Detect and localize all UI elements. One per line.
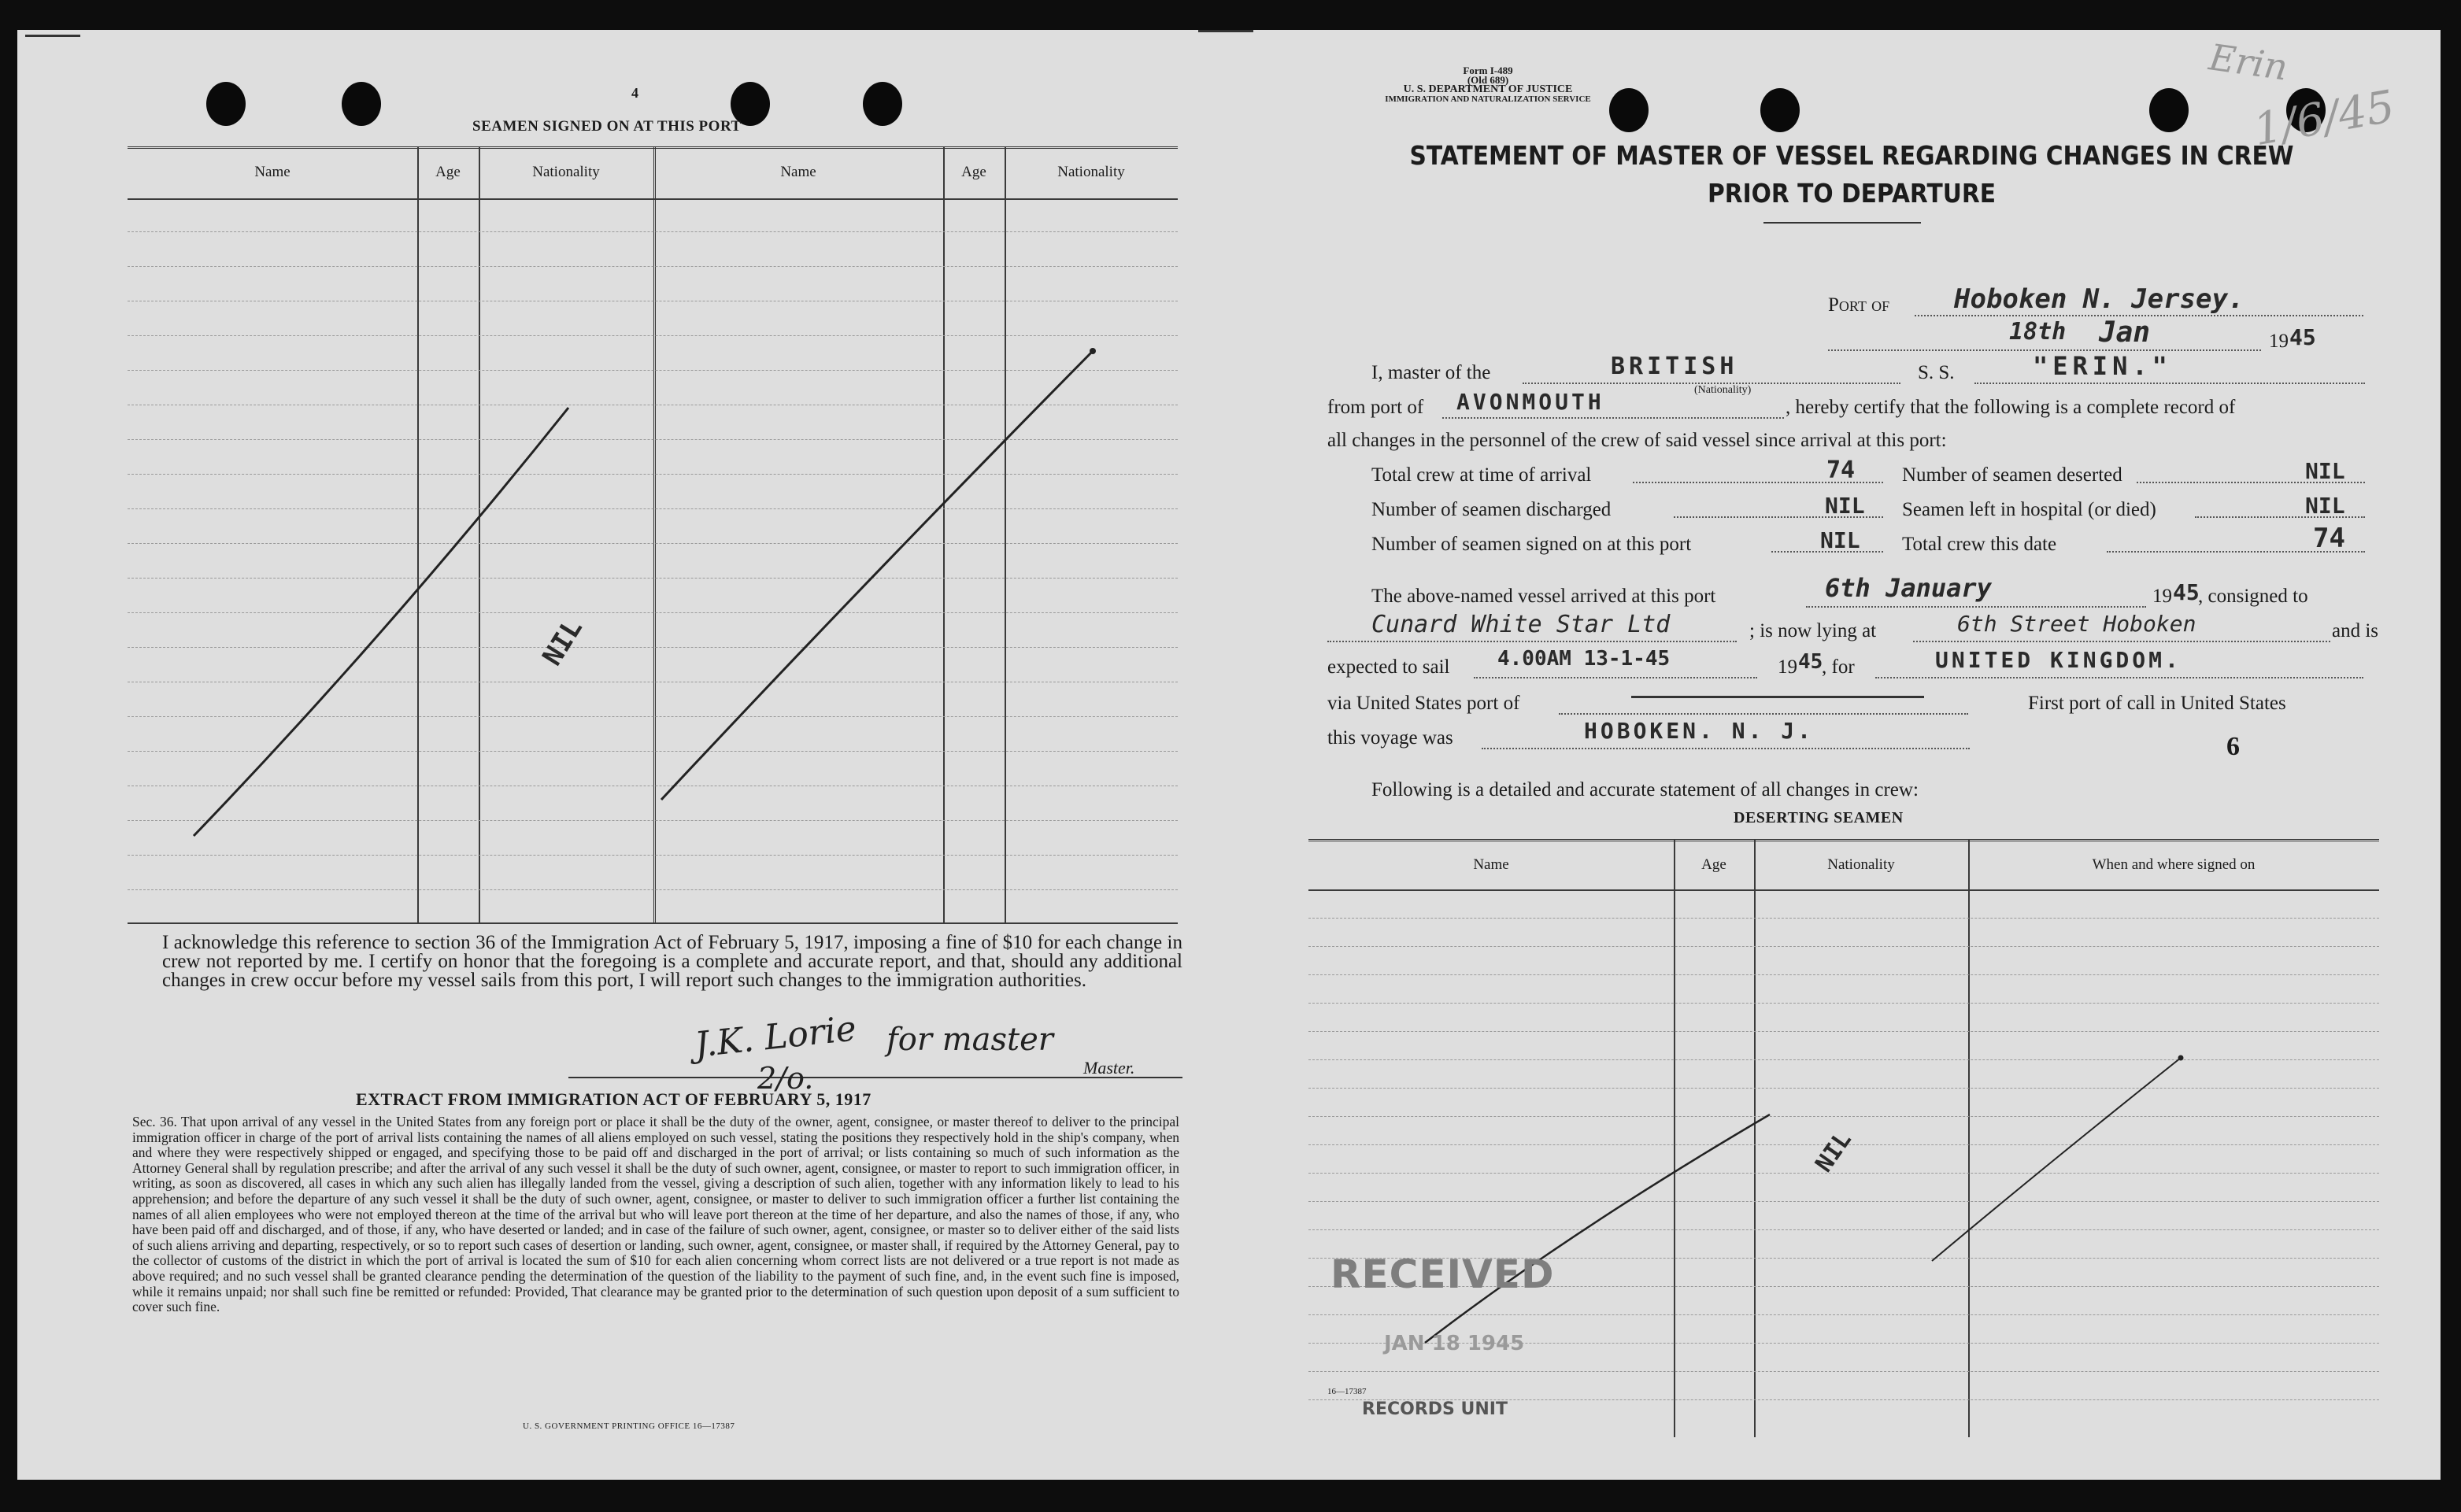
punch-hole	[342, 82, 381, 126]
voyage-line	[1482, 748, 1970, 749]
nil-mark: NIL	[536, 613, 589, 671]
records-unit-stamp: RECORDS UNIT	[1362, 1399, 1508, 1419]
deserting-title: DESERTING SEAMEN	[1734, 809, 1904, 826]
from-port-line	[1442, 417, 1784, 419]
port-of-value: Hoboken N. Jersey.	[1954, 283, 2245, 315]
expected-label: expected to sail	[1327, 656, 1450, 678]
col-age-2: Age	[961, 164, 986, 180]
department-name: U. S. DEPARTMENT OF JUSTICE	[1403, 83, 1573, 95]
sail-year-prefix: 19	[1778, 656, 1797, 678]
punch-hole	[863, 82, 902, 126]
col-nationality: Nationality	[1827, 856, 1895, 873]
printing-office: U. S. GOVERNMENT PRINTING OFFICE 16—17387	[523, 1421, 735, 1431]
lying-label: ; is now lying at	[1749, 620, 1877, 641]
title-line-2: PRIOR TO DEPARTURE	[1707, 178, 1997, 209]
discharged-value: NIL	[1825, 493, 1865, 519]
signature-note: for master	[886, 1022, 1053, 1058]
col-name: Name	[254, 164, 291, 180]
changes-text: all changes in the personnel of the crew of said vessel since arrival at this port:	[1327, 430, 1947, 451]
consigned-label: , consigned to	[2198, 586, 2308, 607]
deserted-label: Number of seamen deserted	[1902, 464, 2122, 486]
voyage-label: this voyage was	[1327, 727, 1453, 749]
via-line	[1559, 713, 1968, 715]
deserted-value: NIL	[2305, 458, 2345, 484]
title-underline	[1763, 222, 1921, 224]
consignee-value: Cunard White Star Ltd	[1371, 611, 1671, 638]
strike-through-lines	[128, 146, 1178, 922]
signature-rank: 2/o.	[757, 1061, 814, 1096]
page-mark: 6	[2226, 732, 2240, 761]
date-day: 18th	[2009, 318, 2067, 346]
lying-line	[1913, 641, 2330, 642]
form-number: Form I-489	[1463, 65, 1513, 76]
nationality-value: BRITISH	[1611, 353, 1738, 380]
col-name-2: Name	[780, 164, 816, 180]
expected-value: 4.00AM 13-1-45	[1497, 647, 1671, 671]
ship-name: "ERIN."	[2033, 351, 2172, 381]
punch-hole	[1760, 88, 1800, 132]
arrived-year-prefix: 19	[2152, 586, 2172, 607]
hospital-label: Seamen left in hospital (or died)	[1902, 499, 2156, 520]
acknowledgment-text: I acknowledge this reference to section 36 of the Immigration Act of February 5, 1917, imposing a fine of $10 for each change in crew not reported by me. I certify on honor that the foregoing is a complete and accurate report, and that, should any additional changes in crew occur before my vessel sails from this port, I will report such changes to the immigration authorities.	[162, 932, 1182, 991]
ss-label: S. S.	[1918, 362, 1955, 383]
first-port-label: First port of call in United States	[2028, 693, 2286, 714]
col-age: Age	[1701, 856, 1726, 873]
total-arrival-value: 74	[1826, 457, 1856, 484]
form-code: 16—17387	[1327, 1387, 1367, 1396]
from-port-label: from port of	[1327, 397, 1424, 418]
arrived-year: 45	[2173, 579, 2200, 605]
edge-mark	[25, 35, 80, 37]
title-line-1: STATEMENT OF MASTER OF VESSEL REGARDING CHANGES IN CREW	[1409, 140, 2294, 171]
col-age: Age	[435, 164, 461, 180]
form-title	[1377, 137, 2326, 213]
center-fold-mark	[1198, 30, 1253, 32]
date-month: Jan	[2099, 316, 2151, 349]
and-is-label: and is	[2332, 620, 2379, 641]
certify-text: , hereby certify that the following is a complete record of	[1786, 397, 2236, 418]
received-date-stamp: JAN 18 1945	[1384, 1332, 1525, 1355]
sail-year: 45	[1798, 650, 1823, 674]
via-dash	[1631, 696, 1924, 698]
seamen-signed-on-table	[128, 146, 1178, 922]
col-name: Name	[1473, 856, 1509, 873]
consignee-line	[1327, 641, 1737, 642]
form-old-number: (Old 689)	[1467, 74, 1509, 86]
col-nationality: Nationality	[532, 164, 600, 180]
punch-hole	[206, 82, 246, 126]
total-now-label: Total crew this date	[1902, 534, 2057, 555]
corner-date: 1/6/45	[2249, 80, 2399, 157]
total-now-value: 74	[2313, 523, 2345, 554]
col-when-where: When and where signed on	[2092, 856, 2256, 873]
master-prefix: I, master of the	[1371, 362, 1491, 383]
destination-line	[1875, 677, 2363, 678]
from-port-value: AVONMOUTH	[1456, 389, 1604, 415]
via-label: via United States port of	[1327, 693, 1520, 714]
document-sheet	[17, 30, 2441, 1480]
received-stamp: RECEIVED	[1330, 1251, 1555, 1297]
form-header	[1330, 66, 1645, 104]
following-text: Following is a detailed and accurate statement of all changes in crew:	[1371, 779, 1919, 800]
for-label: , for	[1822, 656, 1855, 678]
date-year: 45	[2289, 324, 2316, 350]
destination-value: UNITED KINGDOM.	[1935, 647, 2182, 673]
lying-value: 6th Street Hoboken	[1957, 611, 2196, 637]
port-of-label: Port of	[1828, 294, 1890, 316]
hospital-value: NIL	[2305, 493, 2345, 519]
signed-on-label: Number of seamen signed on at this port	[1371, 534, 1692, 555]
ship-name-line	[1974, 383, 2365, 384]
discharged-label: Number of seamen discharged	[1371, 499, 1612, 520]
arrived-value: 6th January	[1825, 573, 1992, 603]
service-name: IMMIGRATION AND NATURALIZATION SERVICE	[1385, 94, 1591, 104]
col-nationality-2: Nationality	[1057, 164, 1125, 180]
corner-note: Erin	[2206, 35, 2291, 89]
punch-hole	[2149, 88, 2189, 132]
master-signature: J.K. Lorie	[692, 1008, 859, 1066]
arrived-label: The above-named vessel arrived at this port	[1371, 586, 1716, 607]
statute-text: Sec. 36. That upon arrival of any vessel in the United States from any foreign port or place it shall be the duty of the owner, agent, consignee, or master thereof to deliver to the principal immigration officer in charge of the port of arrival lists containing the names of all aliens employed on such vessel, stating the positions they respectively hold in the ship's company, when and where they were respectively shipped or engaged, and specifying those to be paid off and discharged in the port of arrival; or lists containing so much of such information as the Attorney General shall by regulation prescribe; and after the arrival of any such vessel it shall be the duty of such owner, agent, consignee, or master to report to such immigration officer, in writing, as soon as discovered, all cases in which any such alien has illegally landed from the vessel, giving a description of such alien, together with any information likely to lead to his apprehension; and before the departure of any such vessel it shall be the duty of such owner, agent, consignee, or master to deliver to such immigration officer a further list containing the names of all alien employees who were not employed thereon at the time of the arrival but who will leave port thereon at the time of her departure, and also the names of those, if any, who have been paid off and discharged, and of those, if any, who have deserted or landed; and in case of the failure of such owner, agent, consignee, or master so to deliver either of the said lists of such aliens arriving and departing, respectively, or so to report such cases of desertion or landing, such owner, agent, consignee, or master shall, if required by the Attorney General, pay to the collector of customs of the district in which the port of arrival is located the sum of $10 for each alien concerning whom correct lists are not delivered or a true report is not made as above required; and no such vessel shall be granted clearance pending the determination of the question of the liability to the payment of such fine, and, in the event such fine is imposed, while it remains unpaid; nor shall such fine be remitted or refunded: Provided, That clearance may be granted prior to the determination of such question upon deposit of a sum sufficient to cover such fine.	[132, 1114, 1179, 1315]
arrived-line	[1806, 606, 2146, 608]
voyage-value: HOBOKEN. N. J.	[1584, 718, 1815, 744]
page-number: 4	[631, 85, 638, 101]
left-page-title: SEAMEN SIGNED ON AT THIS PORT	[472, 118, 742, 135]
master-label: Master.	[1083, 1058, 1135, 1078]
signed-on-value: NIL	[1820, 527, 1860, 553]
nil-mark: NIL	[1810, 1126, 1857, 1177]
extract-title: EXTRACT FROM IMMIGRATION ACT OF FEBRUARY 5, 1917	[356, 1089, 872, 1109]
date-year-prefix: 19	[2269, 331, 2289, 352]
total-arrival-label: Total crew at time of arrival	[1371, 464, 1592, 486]
nationality-caption: (Nationality)	[1694, 384, 1752, 396]
expected-line	[1474, 677, 1757, 678]
